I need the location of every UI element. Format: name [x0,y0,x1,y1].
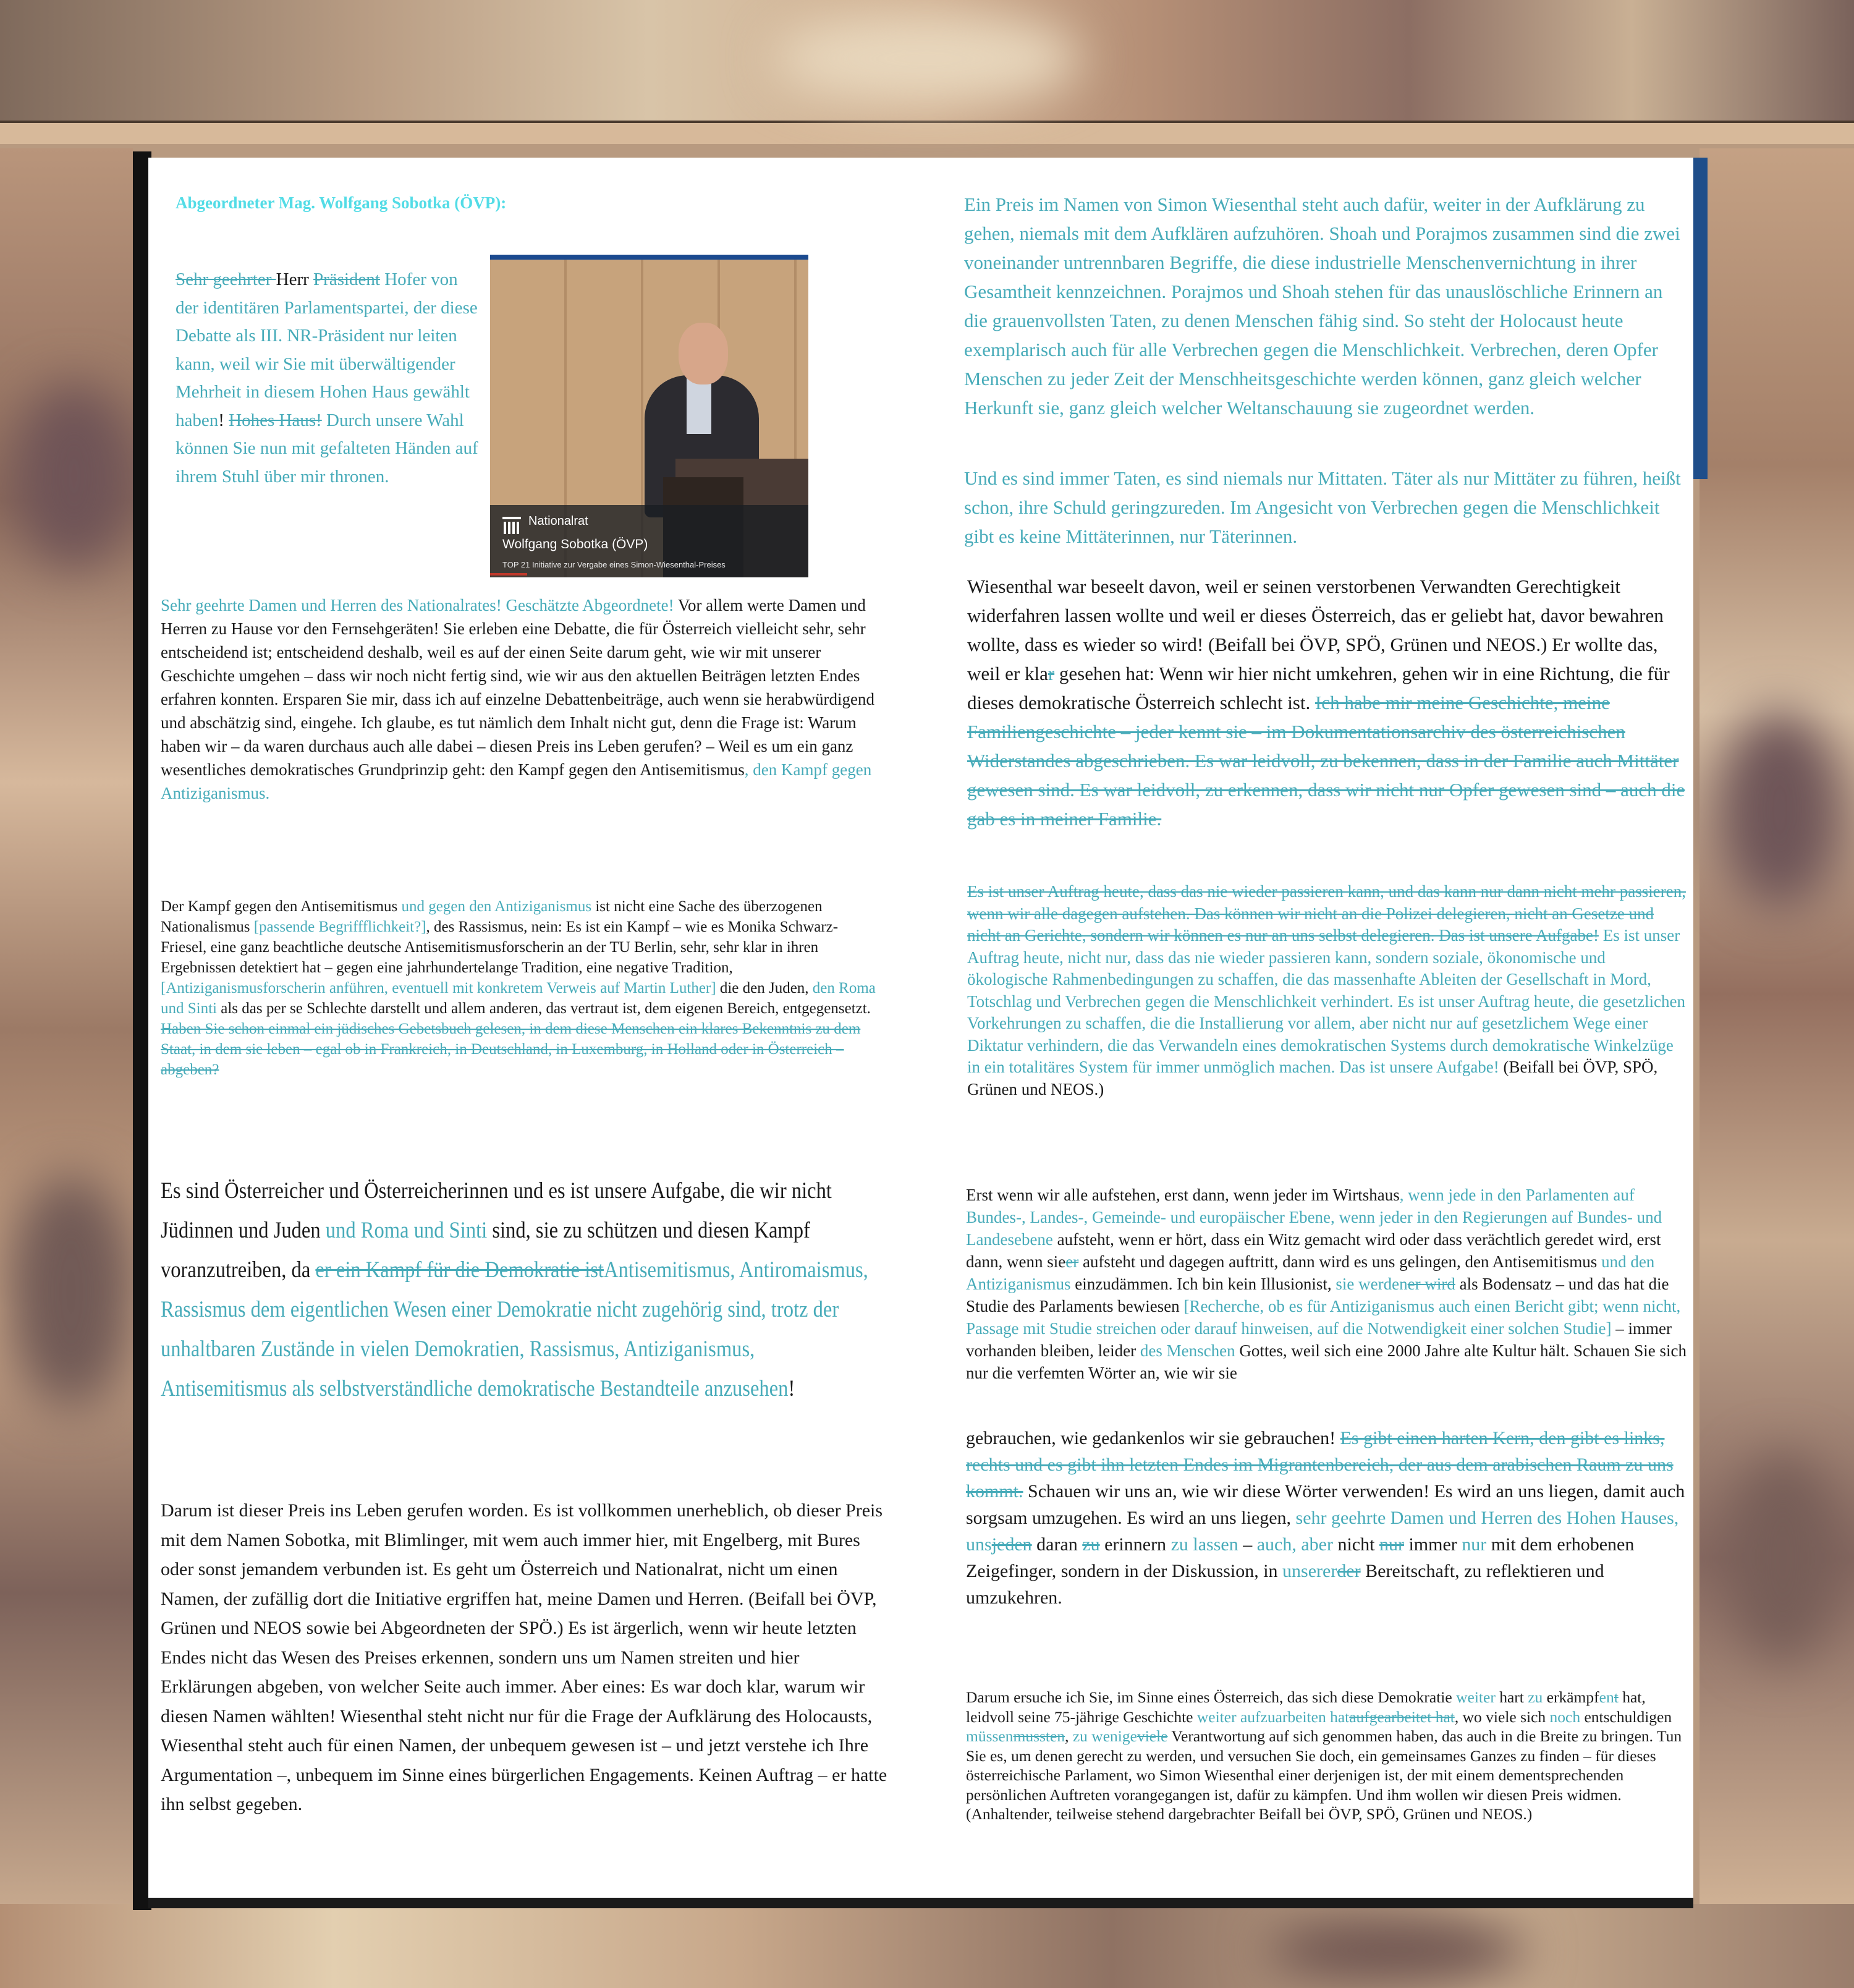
text-run: die den Juden, [716,980,813,996]
struck-text-run: Hohes Haus! [229,410,322,430]
video-top-bar [490,255,808,260]
text-run: einzudämmen. Ich bin kein Illusionist, [1070,1275,1336,1293]
text-run: Es ist unser Auftrag heute, nicht nur, dass das nie wieder passieren kann, sondern soziale, ökonomische und ökologische Rahmenbedingungen zu schaffen, die das massenhafte Ableiten der Gesellschaft in Mord, Totschlag und Verbrechen gegen die Menschlichkeit verhindert. Es ist unser Auftrag heute, die gesetzlichen Vorkehrungen zu schaffen, die die Installierung vor allem, aber nicht nur auf gesetzlichem Wege einer Diktatur verhindern, die das Verwandeln eines demokratischen Systems durch demokratische Winkelzüge in ein totalitäres System für immer unmöglich machen. Das ist unsere Aufgabe! [967,926,1685,1076]
text-run: , des Rassismus, nein: Es ist ein Kampf – wie es Monika Schwarz-Friesel, eine ganz beachtliche deutsche Antisemitismusforscherin an der TU Berlin, sehr, sehr klar in ihren Ergebnissen detektiert hat – gegen eine jahrhundertelange Tradition, eine negative Tradition, [161,919,839,976]
text-run: Bereitschaft, zu reflektieren und umzukehren. [966,1561,1604,1608]
document-page [148,158,1693,1898]
right-paragraph-3 [967,572,1690,833]
text-run: , [1065,1727,1073,1745]
text-run: müssen [966,1727,1014,1745]
struck-text-run: der [1337,1561,1361,1581]
struck-text-run: jeden [991,1534,1032,1555]
text-run: sie werden [1335,1275,1408,1293]
text-run: und gegen den Antiziganismus [401,898,592,915]
text-run: [Antiziganismusforscherin anführen, eventuell mit konkretem Verweis auf Martin Luther] [161,980,716,996]
text-run: – [1238,1534,1257,1555]
text-run: en [1599,1688,1614,1706]
background-blob [6,1175,136,1409]
text-run: nicht [1332,1534,1379,1555]
text-run: ist nicht eine Sache des überzogenen Nationalismus [161,898,823,935]
right-paragraph-6 [966,1688,1692,1824]
background-blob [1718,711,1842,909]
background-blob [772,12,1082,105]
background-bottom-strip [0,1904,1854,1988]
text-run: Erst wenn wir alle aufstehen, erst dann, wenn jeder im Wirtshaus [966,1186,1400,1204]
text-run: Durch unsere Wahl können Sie nun mit gefalteten Händen auf ihrem Stuhl über mir thronen. [176,410,478,486]
intro-paragraph [176,266,478,491]
background-blob [1267,1916,1526,1984]
text-run: , den Kampf gegen Antiziganismus. [161,760,872,802]
right-paragraph-2 [964,464,1690,551]
video-still [490,255,808,577]
text-run: Darum ist dieser Preis ins Leben gerufen worden. Es ist vollkommen unerheblich, ob dieser Preis mit dem Namen Sobotka, mit Blimlinger, mit wem auch immer hier, mit Engelberg, mit Bures oder sonst jemandem verbunden ist. Es geht um Österreich und Nationalrat, nicht um einen Namen, der zufällig dort die Initiative ergriffen hat, meine Damen und Herren. (Beifall bei ÖVP, Grünen und NEOS sowie bei Abgeordneten der SPÖ.) Es ist ärgerlich, wenn wir heute letzten Endes nicht das Wesen des Preises erkennen, sondern uns um Namen streiten und hier Erklärungen abgeben, von welcher Seite auch immer. Aber eines: Es war doch klar, warum wir diesen Namen wählten! Wiesenthal steht nicht nur für die Frage der Aufklärung des Holocausts, Wiesenthal steht auch für einen Namen, der unbequem gewesen ist – und jetzt verstehe ich Ihre Argumentation –, unbequem im Sinne eines bürgerlichen Engagements. Keinen Auftrag – er hatte ihn selbst gegeben. [161,1500,887,1814]
struck-text-run: Ich habe mir meine Geschichte, meine Familiengeschichte – jeder kennt sie – im Dokumentationsarchiv des österreichischen Widerstandes abgeschrieben. Es war leidvoll, zu bekennen, dass in der Familie auch Mittäter gewesen sind. Es war leidvoll, zu erkennen, dass wir nicht nur Opfer gewesen sind – auch die gab es in meiner Familie. [967,692,1685,830]
video-speaker-collar [687,378,711,434]
text-run: den Roma und Sinti [161,980,876,1017]
text-run: hat, leidvoll seine 75-jährige Geschichte [966,1688,1646,1726]
parliament-icon [502,517,522,534]
text-run: Der Kampf gegen den Antisemitismus [161,898,402,915]
text-run: Gottes, weil sich eine 2000 Jahre alte Kultur hält. Schauen Sie sich nur die verfemten Wörter an, wie wir sie [966,1341,1687,1382]
paragraph-4 [161,1171,879,1409]
text-run: als das per se Schlechte darstellt und allem anderen, das vertraut ist, dem eigenen Bereich, entgegensetzt. [217,1000,871,1017]
struck-text-run: Präsident [313,270,380,289]
struck-text-run: er [1065,1252,1079,1271]
text-run: [Recherche, ob es für Antiziganismus auch einen Bericht gibt; wenn nicht, Passage mit Studie streichen oder darauf hinweisen, auf die Notwendigkeit einer solchen Studie] [966,1297,1681,1338]
struck-text-run: Es gibt einen harten Kern, den gibt es links, rechts und es gibt ihn letzten Endes im Migrantenbereich, der aus dem arabischen Raum zu uns kommt. [966,1428,1674,1502]
text-run: Schauen wir uns an, wie wir diese Wörter verwenden! Es wird an uns liegen, damit auch sorgsam umzugehen. Es wird an uns liegen, [966,1481,1685,1528]
right-paragraph-4 [967,881,1690,1100]
text-run: erinnern [1099,1534,1171,1555]
background-blob [12,383,136,569]
text-run: erkämpf [1543,1688,1599,1706]
right-paragraph-5-continued [966,1425,1692,1611]
text-run: zu wenige [1072,1727,1137,1745]
struck-text-run: t [1614,1688,1619,1706]
struck-text-run: viele [1137,1727,1168,1745]
text-run: daran [1031,1534,1083,1555]
text-run: ! [218,410,229,430]
text-run: Vor allem werte Damen und Herren zu Hause vor den Fernsehgeräten! Sie erleben eine Debatte, die für Österreich vielleicht sehr, sehr entscheidend ist; entscheidend deshalb, weil es auf der einen Seite darum geht, wie wir mit unserer Geschichte umgehen – dass wir noch nicht fertig sind, wie wir aus den aktuellen Beiträgen letzten Endes erfahren konnten. Ersparen Sie mir, dass ich auf einzelne Debattenbeiträge, auch wenn sie herabwürdigend und abschätzig sind, eingehe. Ich glaube, es tut nämlich dem Inhalt nicht gut, denn die Frage ist: Warum haben wir – da waren durchaus auch alle dabei – diesen Preis ins Leben gerufen? – Weil es um ein ganz wesentliches demokratisches Grundprinzip geht: den Kampf gegen den Antisemitismus [161,596,874,779]
paragraph-2 [161,593,878,805]
text-run: Darum ersuche ich Sie, im Sinne eines Österreich, das sich diese Demokratie [966,1688,1457,1706]
struck-text-run: Sehr geehrter [176,270,276,289]
right-paragraph-1 [964,190,1690,422]
text-run: Hofer von der identitären Parlamentspartei, der diese Debatte als III. NR-Präsident nur leiten kann, weil wir Sie mit überwältigender Mehrheit in diesem Hohen Haus gewählt haben [176,270,478,430]
struck-text-run: r [1048,663,1055,684]
text-run: [passende Begriffflichkeit?] [253,919,426,935]
text-run: ! [788,1376,795,1401]
text-run: (Beifall bei ÖVP, SPÖ, Grünen und NEOS.) [967,1058,1658,1098]
text-run: und Roma und Sinti [325,1218,488,1243]
video-topic-label: TOP 21 Initiative zur Vergabe eines Simon-Wiesenthal-Preises [502,560,726,569]
text-run: gesehen hat: Wenn wir hier nicht umkehren, gehen wir in eine Richtung, die für dieses demokratische Österreich schlecht ist. [967,663,1670,713]
paragraph-3 [161,896,878,1080]
text-run: Es sind Österreicher und Österreicherinnen und es ist unsere Aufgabe, die wir nicht Jüdinnen und Juden [161,1178,832,1243]
text-run: Herr [276,270,314,289]
text-run: noch [1549,1707,1581,1726]
text-run: , wo viele sich [1454,1707,1550,1726]
video-org-label: Nationalrat [528,514,588,528]
struck-text-run: nur [1379,1534,1404,1555]
struck-text-run: mussten [1013,1727,1065,1745]
video-progress-mark [490,573,527,576]
text-run: – immer vorhanden bleiben, leider [966,1319,1672,1360]
text-run: Und es sind immer Taten, es sind niemals nur Mittaten. Täter als nur Mittäter zu führen, heißt schon, ihre Schuld geringzureden. Im Angesicht von Verbrechen gegen die Menschlichkeit gibt es keine Mittäterinnen, nur Täterinnen. [964,467,1681,547]
speaker-heading: Abgeordneter Mag. Wolfgang Sobotka (ÖVP): [176,193,507,212]
text-run: und den Antiziganismus [966,1252,1655,1293]
struck-text-run: Es ist unser Auftrag heute, dass das nie wieder passieren kann, und das kann nur dann nicht mehr passieren, wenn wir alle dagegen aufstehen. Das können wir nicht an die Polizei delegieren, nicht an Gesetze und nicht an Gerichte, sondern wir können es nur an uns selbst delegieren. Das ist unsere Aufgabe! [967,882,1686,945]
text-run: , wenn jede in den Parlamenten auf Bundes-, Landes-, Gemeinde- und europäischer Ebene, wenn jeder in den Regierungen auf Bundes- und Landesebene [966,1186,1662,1249]
text-run: immer [1403,1534,1462,1555]
text-run: aufsteht, wenn er hört, dass ein Witz gemacht wird oder dass verächtlich geredet wird, erst dann, wenn sie [966,1230,1661,1271]
struck-text-run: Haben Sie schon einmal ein jüdisches Gebetsbuch gelesen, in dem diese Menschen ein klares Bekenntnis zu dem Staat, in dem sie leben – egal ob in Frankreich, in Deutschland, in Luxemburg, in Holland oder in Österreich – abgeben? [161,1021,861,1078]
text-run: des Menschen [1140,1341,1235,1360]
text-run: Ein Preis im Namen von Simon Wiesenthal steht auch dafür, weiter in der Aufklärung zu gehen, niemals mit dem Aufklären aufzuhören. Shoah und Porajmos zusammen sind die zwei voneinander untrennbaren Begriffe, die diese industrielle Menschenvernichtung in ihrer Gesamtheit kennzeichnen. Porajmos und Shoah stehen für das unauslöschliche Erinnern an die grauenvollsten Taten, zu denen Menschen fähig sind. So steht der Holocaust heute exemplarisch auch für alle Verbrechen gegen die Menschlichkeit. Verbrechen, deren Opfer Menschen zu jeder Zeit der Menschheitsgeschichte werden können, ganz gleich welcher Herkunft sie, ganz gleich welcher Weltanschauung sie zugeordnet werden. [964,193,1680,418]
text-run: zu [1528,1688,1543,1706]
video-speaker-label: Wolfgang Sobotka (ÖVP) [502,537,648,551]
text-run: auch, aber [1256,1534,1333,1555]
text-run: Antisemitismus, Antiromaismus, Rassismus dem eigentlichen Wesen einer Demokratie nicht zugehörig sind, trotz der unhaltbaren Zustände in vielen Demokratien, Rassismus, Antiziganismus, Antisemitismus als selbstverständliche demokratische Bestandteile anzusehen [161,1257,868,1401]
text-run: sehr geehrte Damen und Herren des Hohen Hauses, uns [966,1508,1679,1555]
text-run: Verantwortung auf sich genommen haben, das auch in die Breite zu bringen. Tun Sie es, um denen gerecht zu werden, und versuchen Sie doch, ein gemeinsames Ganzes zu finden – für dieses österreichische Parlament, wo Simon Wiesenthal einer derjenigen ist, der mit einem dementsprechenden persönlichen Auftreten vorangegangen ist, dafür zu kämpfen. Und ihm wollen wir diesen Preis widmen. (Anhaltender, teilweise stehend dargebrachter Beifall bei ÖVP, SPÖ, Grünen und NEOS.) [966,1727,1682,1823]
background-shelf [0,121,1854,144]
text-run: nur [1462,1534,1487,1555]
video-speaker-head [679,323,728,384]
text-run: gebrauchen, wie gedankenlos wir sie gebrauchen! [966,1428,1340,1448]
text-run: Sehr geehrte Damen und Herren des Nationalrates! Geschätzte Abgeordnete! [161,596,678,614]
background-blob [1724,1453,1842,1663]
text-run: als Bodensatz – und das hat die Studie des Parlaments bewiesen [966,1275,1669,1315]
text-run: sind, sie zu schützen und diesen Kampf voranzutreiben, da [161,1218,810,1283]
text-run: entschuldigen [1580,1707,1672,1726]
struck-text-run: er wird [1407,1275,1455,1293]
text-run: mit dem erhobenen Zeigefinger, sondern in der Diskussion, in [966,1534,1635,1581]
text-run: hart [1495,1688,1528,1706]
struck-text-run: aufgearbeitet hat [1349,1707,1455,1726]
text-run: unserer [1282,1561,1337,1581]
right-paragraph-5 [966,1184,1692,1384]
text-run: weiter aufzuarbeiten hat [1196,1707,1350,1726]
text-run: weiter [1456,1688,1496,1706]
text-run: Wiesenthal war beseelt davon, weil er seinen verstorbenen Verwandten Gerechtigkeit widerfahren lassen wollte und weil er dieses Österreich, das er geliebt hat, davor bewahren wollte, dass es wieder so wird! (Beifall bei ÖVP, SPÖ, Grünen und NEOS.) Er wollte das, weil er kla [967,576,1664,684]
text-run: zu lassen [1170,1534,1238,1555]
struck-text-run: er ein Kampf für die Demokratie ist [315,1257,604,1283]
text-run: aufsteht und dagegen auftritt, dann wird es uns gelingen, den Antisemitismus [1078,1252,1602,1271]
paragraph-5 [161,1496,890,1819]
struck-text-run: zu [1082,1534,1100,1555]
